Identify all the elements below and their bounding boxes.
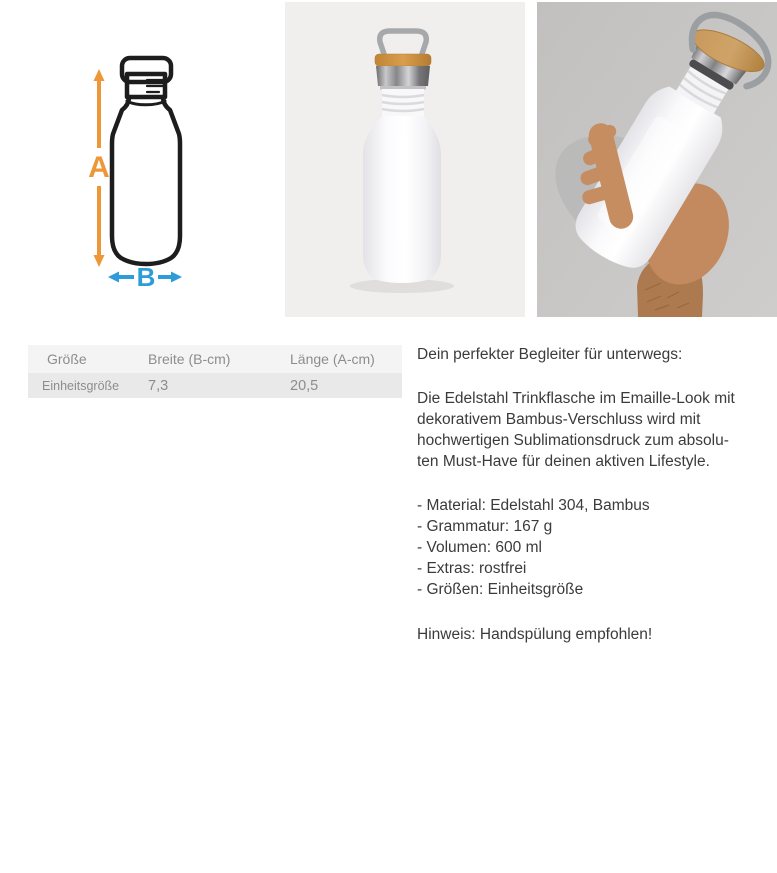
table-row — [28, 373, 402, 398]
spec-item-grammatur: - Grammatur: 167 g — [417, 518, 553, 535]
bamboo-lid — [375, 54, 431, 66]
bottle-outline — [112, 58, 180, 264]
length-column-header: Länge (A-cm) — [290, 351, 375, 367]
size-table — [28, 345, 402, 398]
bottle-studio-photo — [285, 2, 525, 317]
width-column-header: Breite (B-cm) — [148, 351, 231, 367]
size-table-header-row — [28, 345, 402, 373]
size-value: Einheitsgröße — [42, 378, 120, 393]
spec-list — [417, 495, 769, 600]
width-arrow-icon — [108, 262, 182, 292]
width-label: B — [136, 262, 156, 292]
paragraph-line: hochwertigen Sublimationsdruck zum absolu- — [417, 432, 729, 449]
care-note: Hinweis: Handspülung empfohlen! — [417, 626, 653, 643]
paragraph-line: Die Edelstahl Trinkflasche im Emaille-Look mit — [417, 390, 735, 407]
spec-item-groessen: - Größen: Einheitsgröße — [417, 581, 584, 598]
description-intro: Dein perfekter Begleiter für unterwegs: — [417, 346, 683, 363]
band-lip — [380, 86, 426, 90]
description-paragraph — [417, 388, 769, 472]
size-column-header: Größe — [47, 351, 87, 367]
product-description — [417, 344, 769, 645]
bottle-dimension-diagram — [0, 0, 283, 317]
metal-band — [376, 66, 430, 86]
spec-item-volumen: - Volumen: 600 ml — [417, 539, 542, 556]
body-highlight — [397, 134, 407, 242]
paragraph-line: ten Must-Have für deinen aktiven Lifestyle. — [417, 453, 710, 470]
paragraph-line: dekorativem Bambus-Verschluss wird mit — [417, 411, 701, 428]
spec-item-material: - Material: Edelstahl 304, Bambus — [417, 497, 650, 514]
bottle-in-hand-photo — [537, 2, 777, 317]
length-value: 20,5 — [290, 377, 319, 394]
width-value: 7,3 — [148, 377, 169, 394]
length-label: A — [88, 151, 110, 184]
spec-item-extras: - Extras: rostfrei — [417, 560, 527, 577]
length-arrow-icon — [88, 69, 110, 267]
dimension-diagram-image — [0, 0, 283, 317]
